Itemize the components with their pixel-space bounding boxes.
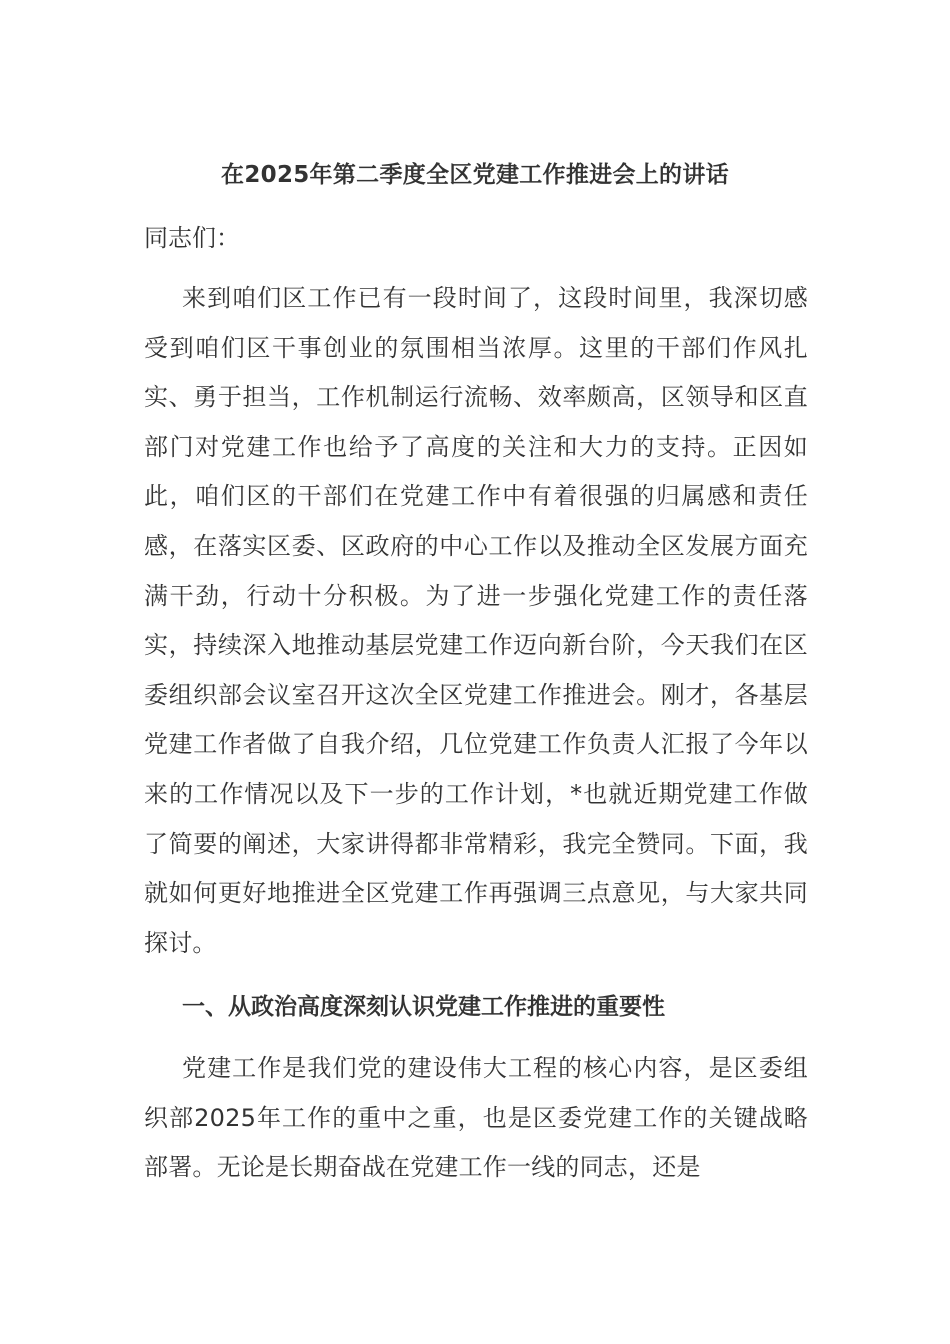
document-title: 在2025年第二季度全区党建工作推进会上的讲话 [221, 162, 729, 188]
body-paragraph-2: 党建工作是我们党的建设伟大工程的核心内容，是区委组织部2025年工作的重中之重，也是区委党建工作的关键战略部署。无论是长期奋战在党建工作一线的同志，还是 [144, 1054, 808, 1182]
section-heading-1: 一、从政治高度深刻认识党建工作推进的重要性 [182, 994, 665, 1020]
salutation: 同志们： [144, 224, 240, 252]
body-paragraph-1: 来到咱们区工作已有一段时间了，这段时间里，我深切感受到咱们区干事创业的氛围相当浓厚。这里的干部们作风扎实、勇于担当，工作机制运行流畅、效率颇高，区领导和区直部门对党建工作也给予了高度的关注和大力的支持。正因如此，咱们区的干部们在党建工作中有着很强的归属感和责任感，在落实区委、区政府的中心工作以及推动全区发展方面充满干劲，行动十分积极。为了进一步强化党建工作的责任落实，持续深入地推动基层党建工作迈向新台阶，今天我们在区委组织部会议室召开这次全区党建工作推进会。刚才，各基层党建工作者做了自我介绍，几位党建工作负责人汇报了今年以来的工作情况以及下一步的工作计划，*也就近期党建工作做了简要的阐述，大家讲得都非常精彩，我完全赞同。下面，我就如何更好地推进全区党建工作再强调三点意见，与大家共同探讨。 [144, 284, 808, 957]
